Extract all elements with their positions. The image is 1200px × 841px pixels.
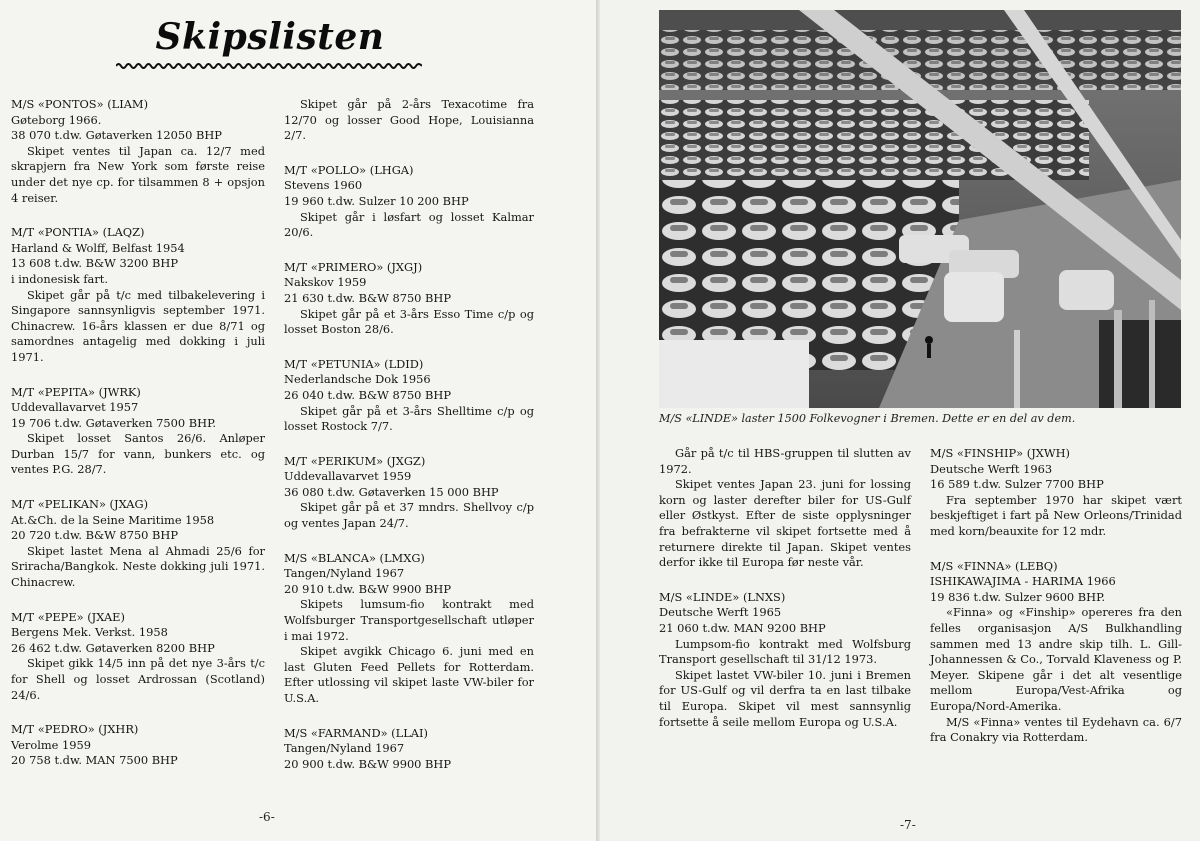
ship-note: Skipet gikk 14/5 inn på det nye 3-års t/c for Shell og losset Ardrossan (Scotland) 24/6. [11,656,265,702]
ship-entry [659,590,911,730]
ship-note: Skipet ventes til Japan ca. 12/7 med skrapjern fra New York som første reise under det nye cp. for tilsammen 8 + opsjon 4 reiser. [11,143,265,205]
ship-detail: ISHIKAWAJIMA - HARIMA 1966 [930,574,1116,589]
page-number-left: -6- [259,810,275,824]
page-title: Skipslisten [155,16,385,58]
ship-detail: Nakskov 1959 [284,275,367,290]
ship-note: Skipet ventes Japan 23. juni for lossing korn og laster derefter biler for US-Gulf eller Østkyst. Efter de siste opplysninger fra befrakterne vil skipet fortsette med å returnere direkte til Japan. Skipet ventes derfor ikke til Europa før neste vår. [659,477,911,570]
ship-note: Skipet går i løsfart og losset Kalmar 20/6. [284,209,534,240]
ship-note: «Finna» og «Finship» opereres fra den felles organisasjon A/S Bulkhandling sammen med 13 andre skip tilh. L. Gill-Johannessen & Co., Torvald Klaveness og P. Meyer. Skipene går i det alt vesentlige mellom Europa/Vest-Afrika og Europa/Nord-Amerika. [930,605,1182,713]
ship-entry [11,497,265,591]
ship-detail: 20 900 t.dw. B&W 9900 BHP [284,756,452,771]
ship-detail: 19 836 t.dw. Sulzer 9600 BHP. [930,589,1106,604]
ship-detail: 20 758 t.dw. MAN 7500 BHP [11,753,178,768]
ship-heading: M/T «PONTIA» (LAQZ) [11,225,145,240]
ship-note: Skipet avgikk Chicago 6. juni med en last Gluten Feed Pellets for Rotterdam. Efter utlossing vil skipet laste VW-biler for U.S.A. [284,644,534,705]
photo-caption: M/S «LINDE» laster 1500 Folkevogner i Bremen. Dette er en del av dem. [659,412,1076,425]
ship-entry [11,610,265,704]
ship-detail: 26 040 t.dw. B&W 8750 BHP [284,387,452,402]
ship-note: Skipet går på et 37 mndrs. Shellvoy c/p og ventes Japan 24/7. [284,500,534,531]
title-block [110,16,430,72]
ship-note: M/S «Finna» ventes til Eydehavn ca. 6/7 fra Conakry via Rotterdam. [930,714,1182,745]
ship-entry [659,446,911,571]
ship-detail: Tangen/Nyland 1967 [284,566,405,581]
ship-entry [284,97,534,144]
ship-detail: Stevens 1960 [284,178,363,193]
ship-note: Fra september 1970 har skipet vært beskjeftiget i fart på New Orleons/Trinidad med korn/beauxite for 12 mdr. [930,492,1182,538]
ship-detail: 38 070 t.dw. Gøtaverken 12050 BHP [11,128,222,143]
ship-detail: 19 706 t.dw. Gøtaverken 7500 BHP. [11,415,217,430]
ship-detail: Tangen/Nyland 1967 [284,741,405,756]
ship-entry [284,454,534,532]
ship-heading: M/S «FINNA» (LEBQ) [930,558,1058,573]
ship-heading: M/T «PELIKAN» (JXAG) [11,497,149,512]
ship-entry [11,97,265,206]
ship-note: Skipet går på 2-års Texacotime fra 12/70 og losser Good Hope, Louisianna 2/7. [284,97,534,143]
ship-heading: M/S «LINDE» (LNXS) [659,589,786,604]
ship-detail: 20 910 t.dw. B&W 9900 BHP [284,581,452,596]
ship-note: Skipets lumsum-fio kontrakt med Wolfsburger Transportgesellschaft utløper i mai 1972. [284,597,534,643]
ship-detail: Uddevallavarvet 1959 [284,469,412,484]
ship-note: Skipet går på et 3-års Esso Time c/p og losset Boston 28/6. [284,306,534,337]
ship-detail: Harland & Wolff, Belfast 1954 [11,240,185,255]
ship-detail: Nederlandsche Dok 1956 [284,372,431,387]
ship-note: Skipet går på t/c med tilbakelevering i Singapore sannsynligvis september 1971. Chinacrew. 16-års klassen er due 8/71 og samordnes antagelig med dokking i juli 1971. [11,287,265,364]
ship-detail: Deutsche Werft 1963 [930,461,1053,476]
ship-detail: 26 462 t.dw. Gøtaverken 8200 BHP [11,640,215,655]
ship-note: Skipet lastet Mena al Ahmadi 25/6 for Sriracha/Bangkok. Neste dokking juli 1971. Chinacrew. [11,543,265,590]
ship-entry [284,163,534,241]
ship-detail: Deutsche Werft 1965 [659,605,782,620]
left-page [0,0,596,841]
right-column-2 [930,446,1182,765]
title-wavy-rule [116,62,422,70]
ship-detail: 21 060 t.dw. MAN 9200 BHP [659,620,826,635]
photo-cars-on-quay [659,10,1181,408]
ship-heading: M/T «POLLO» (LHGA) [284,162,414,177]
ship-detail: 21 630 t.dw. B&W 8750 BHP [284,290,452,305]
ship-entry [930,559,1182,746]
ship-detail: 13 608 t.dw. B&W 3200 BHP [11,256,179,271]
ship-entry [284,357,534,435]
ship-heading: M/T «PEPE» (JXAE) [11,609,125,624]
ship-detail: Uddevallavarvet 1957 [11,400,139,415]
ship-heading: M/S «FINSHIP» (JXWH) [930,446,1070,460]
ship-detail: At.&Ch. de la Seine Maritime 1958 [11,512,215,527]
ship-detail: i indonesisk fart. [11,271,108,286]
left-column-1 [11,97,265,788]
right-column-1 [659,446,911,749]
ship-note: Skipet går på et 3-års Shelltime c/p og losset Rostock 7/7. [284,403,534,434]
ship-detail: Bergens Mek. Verkst. 1958 [11,625,168,640]
ship-detail: 16 589 t.dw. Sulzer 7700 BHP [930,477,1104,492]
ship-heading: M/S «BLANCA» (LMXG) [284,550,425,565]
ship-heading: M/T «PRIMERO» (JXGJ) [284,259,423,274]
ship-detail: Verolme 1959 [11,737,92,752]
ship-entry [284,260,534,338]
ship-detail: 36 080 t.dw. Gøtaverken 15 000 BHP [284,484,499,499]
ship-entry [284,726,534,773]
ship-detail: 20 720 t.dw. B&W 8750 BHP [11,528,179,543]
ship-entry [11,722,265,769]
ship-heading: M/T «PERIKUM» (JXGZ) [284,453,426,468]
ship-heading: M/T «PEPITA» (JWRK) [11,384,141,399]
ship-note: Går på t/c til HBS-gruppen til slutten av 1972. [659,446,911,476]
ship-entry [284,551,534,707]
ship-heading: M/T «PETUNIA» (LDID) [284,356,424,371]
left-column-2 [284,97,534,791]
ship-note: Lumpsom-fio kontrakt med Wolfsburg Transport gesellschaft til 31/12 1973. [659,636,911,667]
ship-entry [930,446,1182,540]
right-page [600,0,1200,841]
photo-illustration [659,10,1181,408]
ship-heading: M/S «PONTOS» (LIAM) [11,97,149,111]
ship-heading: M/T «PEDRO» (JXHR) [11,722,139,737]
ship-note: Skipet losset Santos 26/6. Anløper Durban 15/7 for vann, bunkers etc. og ventes P.G. 28/7. [11,431,265,477]
page-number-right: -7- [900,818,916,832]
ship-entry [11,225,265,365]
ship-heading: M/S «FARMAND» (LLAI) [284,725,428,740]
ship-entry [11,385,265,479]
ship-detail: Gøteborg 1966. [11,112,102,127]
ship-note: Skipet lastet VW-biler 10. juni i Bremen for US-Gulf og vil derfra ta en last tilbake til Europa. Skipet vil mest sannsynlig fortsette å seile mellom Europa og U.S.A. [659,667,911,729]
ship-detail: 19 960 t.dw. Sulzer 10 200 BHP [284,193,469,208]
